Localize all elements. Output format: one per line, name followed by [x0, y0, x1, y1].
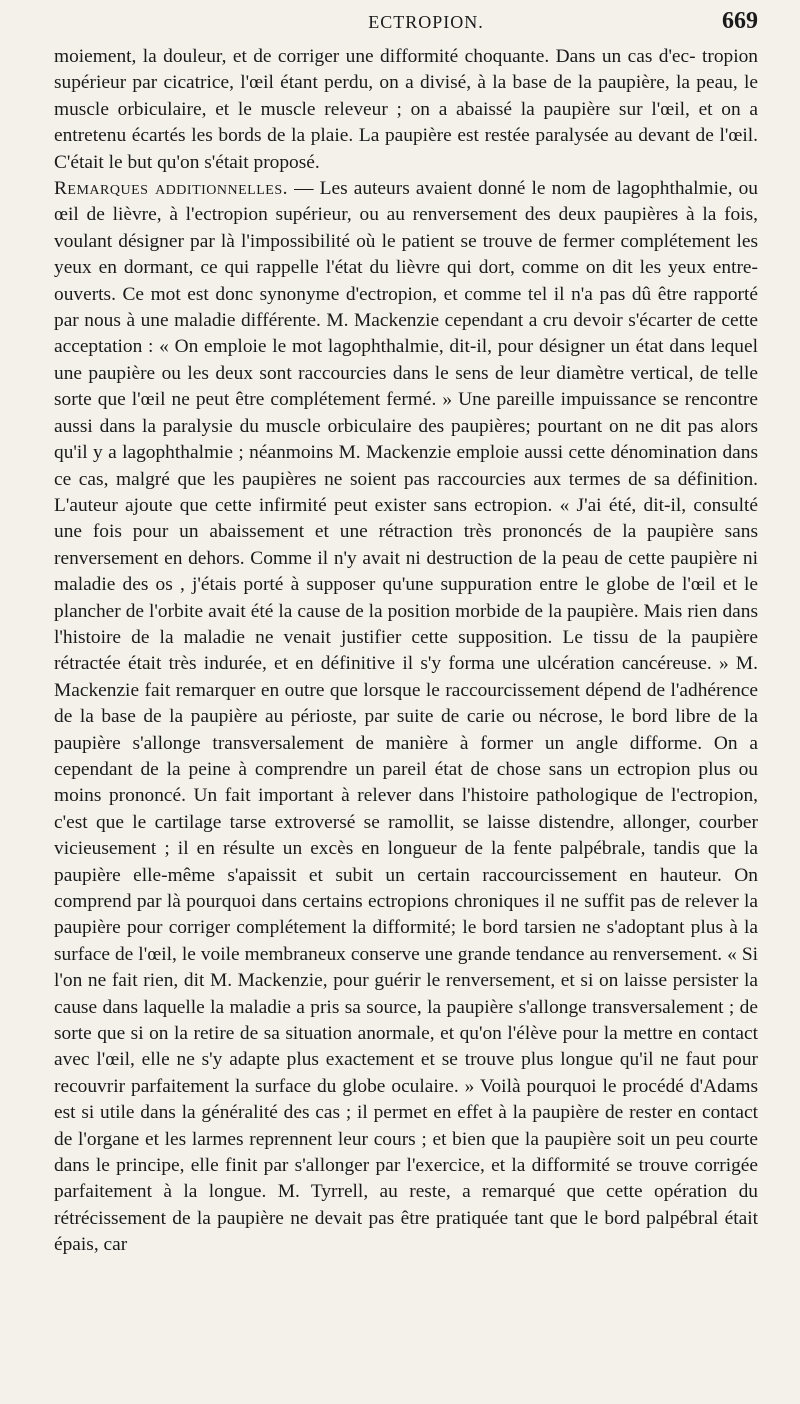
- running-head: [54, 8, 758, 44]
- running-title: ECTROPION.: [368, 12, 484, 32]
- body-text: [54, 44, 758, 1259]
- remarks-text: — Les auteurs avaient donné le nom de lagophthalmie, ou œil de lièvre, à l'ectropion supérieur, ou au renversement des deux paupières à la fois, voulant désigner par là l'impossibilité où le patient se trouve de fermer complétement les yeux en dormant, ce qui rappelle l'état du lièvre qui dort, comme on dit les yeux entre-ouverts. Ce mot est donc synonyme d'ectropion, et comme tel il n'a pas dû être rapporté par nous à une maladie différente. M. Mackenzie cependant a cru devoir s'écarter de cette acceptation : « On emploie le mot lagophthalmie, dit-il, pour désigner un état dans lequel une paupière ou les deux sont raccourcies dans le sens de leur diamètre vertical, de telle sorte que l'œil ne peut être complétement fermé. » Une pareille impuissance se rencontre aussi dans la paralysie du muscle orbiculaire des paupières; pourtant on ne dit pas alors qu'il y a lagophthalmie ; néanmoins M. Mackenzie emploie aussi cette dénomination dans ce cas, malgré que les paupières ne soient pas raccourcies aux termes de sa définition. L'auteur ajoute que cette infirmité peut exister sans ectropion. « J'ai été, dit-il, consulté une fois pour un abaissement et une rétraction très prononcés de la paupière sans renversement en dehors. Comme il n'y avait ni destruction de la peau de cette paupière ni maladie des os , j'étais porté à supposer qu'une suppuration entre le globe de l'œil et le plancher de l'orbite avait été la cause de la position morbide de la paupière. Mais rien dans l'histoire de la maladie ne venait justifier cette supposition. Le tissu de la paupière rétractée était très indurée, et en définitive il s'y forma une ulcération cancéreuse. » M. Mackenzie fait remarquer en outre que lorsque le raccourcissement dépend de l'adhérence de la base de la paupière au périoste, par suite de carie ou nécrose, le bord libre de la paupière s'allonge transversalement de manière à former un angle difforme. On a cependant de la peine à comprendre un pareil état de chose sans un ectropion plus ou moins prononcé. Un fait important à relever dans l'histoire pathologique de l'ectropion, c'est que le cartilage tarse extroversé se ramollit, se laisse distendre, allonger, courber vicieusement ; il en résulte un excès en longueur de la fente palpébrale, tandis que la paupière elle-même s'apaissit et subit un certain raccourcissement en hauteur. On comprend par là pourquoi dans certains ectropions chroniques il ne suffit pas de relever la paupière pour corriger complétement la difformité; le bord tarsien ne s'adoptant plus à la surface de l'œil, le voile membraneux conserve une grande tendance au renversement. « Si l'on ne fait rien, dit M. Mackenzie, pour guérir le renversement, et si on laisse persister la cause dans laquelle la maladie a pris sa source, la paupière s'allonge transversalement ; de sorte que si on la retire de sa situation anormale, et qu'on l'élève pour la mettre en contact avec l'œil, elle ne s'y adapte plus exactement et se trouve plus longue qu'il ne faut pour recouvrir parfaitement la surface du globe oculaire. » Voilà pourquoi le procédé d'Adams est si utile dans la généralité des cas ; il permet en effet à la paupière de rester en contact de l'organe et les larmes reprennent leur cours ; et bien que la paupière soit un peu courte dans le principe, elle finit par s'allonger par l'exercice, et la difformité se trouve corrigée parfaitement à la longue. M. Tyrrell, au reste, a remarqué que cette opération du rétrécissement de la paupière ne devait pas être pratiquée tant que le bord palpébral était épais, car: [54, 178, 758, 1256]
- page-number: 669: [722, 8, 758, 34]
- remarks-heading: Remarques additionnelles.: [54, 178, 288, 200]
- paragraph-remarks: [54, 176, 758, 1259]
- paragraph-opening: moiement, la douleur, et de corriger une difformité choquante. Dans un cas d'ec- tropion supérieur par cicatrice, l'œil étant perdu, on a divisé, à la base de la paupière, la peau, le muscle orbiculaire, et le muscle releveur ; on a abaissé la paupière sur l'œil, et on a entretenu écartés les bords de la plaie. La paupière est restée paralysée au devant de l'œil. C'était le but qu'on s'était proposé.: [54, 46, 758, 173]
